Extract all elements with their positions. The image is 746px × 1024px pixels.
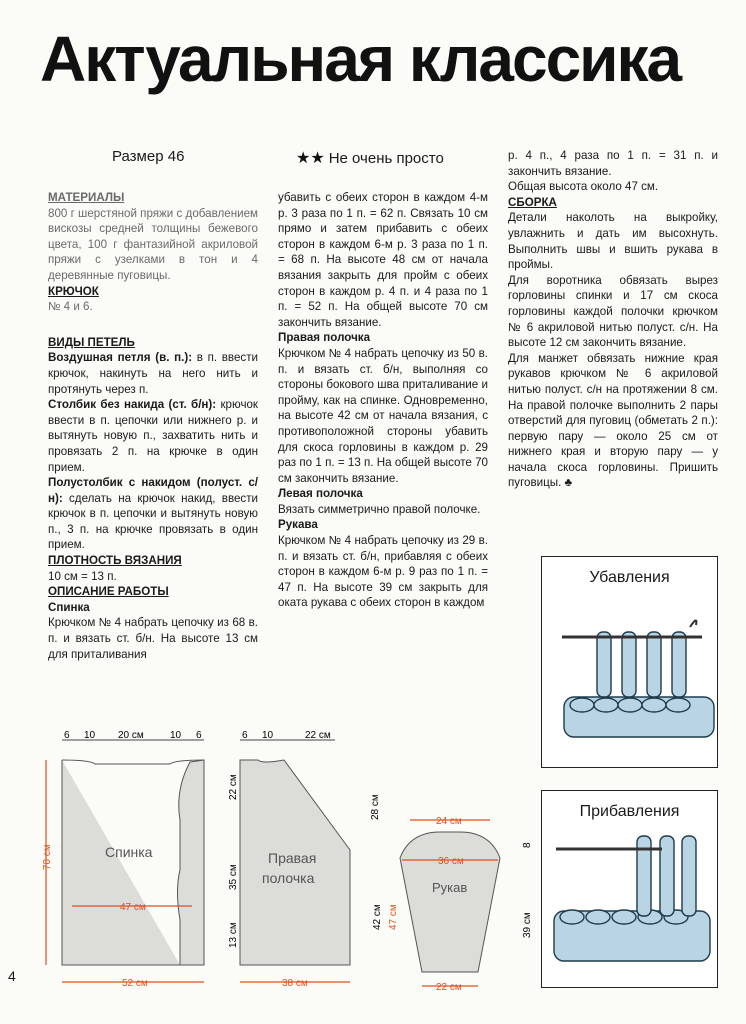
gauge-text: 10 см = 13 п. — [48, 569, 117, 583]
back-text-cont: убавить с обеих сторон в каждом 4-м р. 3 раза по 1 п. = 62 п. Связать 10 см прямо и затем прибавить с обеих сторон в каждом 6-м р. 3 раза по 1 п. = 68 п. На высоте 48 см от начала вязания закрыть для пройм с обеих сторон в каждом р. 4 п. и 4 раза по 1 п. = 52 п. На общей высоте 70 см закончить вязание. — [278, 191, 488, 329]
back-top-5: 6 — [196, 730, 202, 741]
back-top-2: 10 — [84, 730, 96, 741]
right-front-heading: Правая полочка — [278, 331, 371, 345]
decrease-illustration — [541, 556, 718, 768]
materials-heading: МАТЕРИАЛЫ — [48, 191, 125, 204]
decrease-title: Убавления — [589, 569, 670, 586]
front-label-1: Правая — [268, 850, 317, 866]
hook-heading: КРЮЧОК — [48, 284, 99, 298]
front-label-2: полочка — [262, 870, 315, 886]
back-bottom-width: 52 см — [122, 978, 148, 989]
hook-text: № 4 и 6. — [48, 300, 93, 314]
sleeves-text: Крючком № 4 набрать цепочку из 29 в. п. и вязать ст. б/н, прибавляя с обеих сторон в каждом 6-м р. 9 раз по 1 п. = 47 п. На высоте 39 см закрыть для оката рукава с обеих сторон в каждом — [278, 534, 488, 610]
assembly-2: Для воротника обвязать вырез горловины спинки и 17 см скоса горловины каждой полочки крючком № 6 акриловой нитью полуст. с/н. На высоте 12 см закончить вязание. — [508, 273, 718, 350]
front-top-3: 22 см — [305, 730, 331, 741]
sleeve-bottom-width: 22 см — [436, 982, 462, 993]
column-2 — [278, 190, 488, 611]
total-height: Общая высота около 47 см. — [508, 180, 659, 194]
back-label: Спинка — [105, 844, 153, 860]
difficulty-label — [296, 148, 444, 168]
description-heading: ОПИСАНИЕ РАБОТЫ — [48, 585, 169, 599]
sleeve-right-2: 39 см — [522, 912, 533, 938]
pattern-schematic — [0, 720, 540, 1000]
stitch-3: Полустолбик с накидом (полуст. с/н): сделать на крючок накид, ввести крючок в п. цепочки и вытянуть новую п., 3 п. на крючке провязать в один прием. — [48, 476, 258, 552]
column-1 — [48, 190, 258, 662]
increase-stitch-drawing — [542, 791, 717, 987]
back-text: Крючком № 4 набрать цепочку из 68 в. п. и вязать ст. б/н. На высоте 13 см для приталивания — [48, 616, 258, 661]
sleeves-heading: Рукава — [278, 518, 318, 532]
sleeve-right-1: 8 — [522, 842, 533, 848]
sleeve-top-width: 24 см — [436, 816, 462, 827]
size-label: Размер 46 — [112, 148, 185, 165]
back-top-3: 20 см — [118, 730, 144, 741]
sleeve-mid-width: 36 см — [438, 856, 464, 867]
assembly-heading: СБОРКА — [508, 195, 557, 209]
assembly-1: Детали наколоть на выкройку, увлажнить и дать им высохнуть. Выполнить швы и вшить рукава в проймы. — [508, 211, 718, 272]
sleeve-height-1: 42 см — [372, 904, 383, 930]
increase-illustration — [541, 790, 718, 988]
stitch-2: Столбик без накида (ст. б/н): крючок ввести в п. цепочки или нижнего р. и вытянуть новую п., захватить нить и провязать 2 п. на крючке в один прием. — [48, 398, 259, 474]
sleeve-label: Рукав — [432, 880, 468, 895]
decrease-stitch-drawing — [542, 557, 717, 767]
sleeve-height-2: 47 см — [388, 904, 399, 930]
front-top-1: 6 — [242, 730, 248, 741]
page-number: 4 — [8, 968, 16, 984]
front-bottom-width: 38 см — [282, 978, 308, 989]
column-3 — [508, 148, 718, 491]
back-top-4: 10 — [170, 730, 182, 741]
back-heading: Спинка — [48, 600, 90, 614]
back-height: 70 см — [42, 844, 53, 870]
sleeve-text-cont: р. 4 п., 4 раза по 1 п. = 31 п. и закончить вязание. — [508, 149, 718, 178]
assembly-3: Для манжет обвязать нижние края рукавов крючком № 6 акриловой нитью полуст. с/н на протяжении 8 см. На правой полочке выполнить 2 пары отверстий для пуговиц (обметать 2 п.): первую пару — около 25 см от нижнего края и вторую пару — у начала скоса горловины. Пришить пуговицы. ♣ — [508, 351, 718, 490]
stitches-heading: ВИДЫ ПЕТЕЛЬ — [48, 335, 135, 349]
page-title: Актуальная классика — [40, 23, 681, 95]
difficulty-text: Не очень просто — [328, 150, 444, 167]
right-front-piece — [228, 730, 381, 989]
star-icon: ★★ — [296, 150, 325, 167]
front-side-3: 13 см — [228, 922, 239, 948]
stitch-1: Воздушная петля (в. п.): в п. ввести крючок, накинуть на него нить и протянуть через п. — [48, 351, 258, 396]
left-front-text: Вязать симметрично правой полочке. — [278, 502, 481, 516]
gauge-heading: ПЛОТНОСТЬ ВЯЗАНИЯ — [48, 554, 182, 568]
front-top-2: 10 — [262, 730, 274, 741]
back-mid-width: 47 см — [120, 902, 146, 913]
front-side-2: 35 см — [228, 864, 239, 890]
front-right: 28 см — [370, 794, 381, 820]
materials-text: 800 г шерстяной пряжи с добавлением вискозы средней толщины бежевого цвета, 100 г фантазийной акриловой пряжи с узелками в тон и 4 деревянные пуговицы. — [48, 206, 258, 282]
back-top-1: 6 — [64, 730, 70, 741]
right-front-text: Крючком № 4 набрать цепочку из 50 в. п. и вязать ст. б/н, выполняя со стороны бокового шва приталивание и пройму, как на спинке. Одновременно, на высоте 42 см от начала вязания, с противоположной стороны убавить для скоса горловины в каждом р. 29 раз по 1 п. = 13 п. На общей высоте 70 см закончить вязание. — [278, 346, 488, 485]
increase-title: Прибавления — [579, 803, 680, 820]
sleeve-piece — [372, 816, 533, 993]
back-piece — [42, 730, 204, 989]
left-front-heading: Левая полочка — [278, 487, 363, 501]
front-side-1: 22 см — [228, 774, 239, 800]
